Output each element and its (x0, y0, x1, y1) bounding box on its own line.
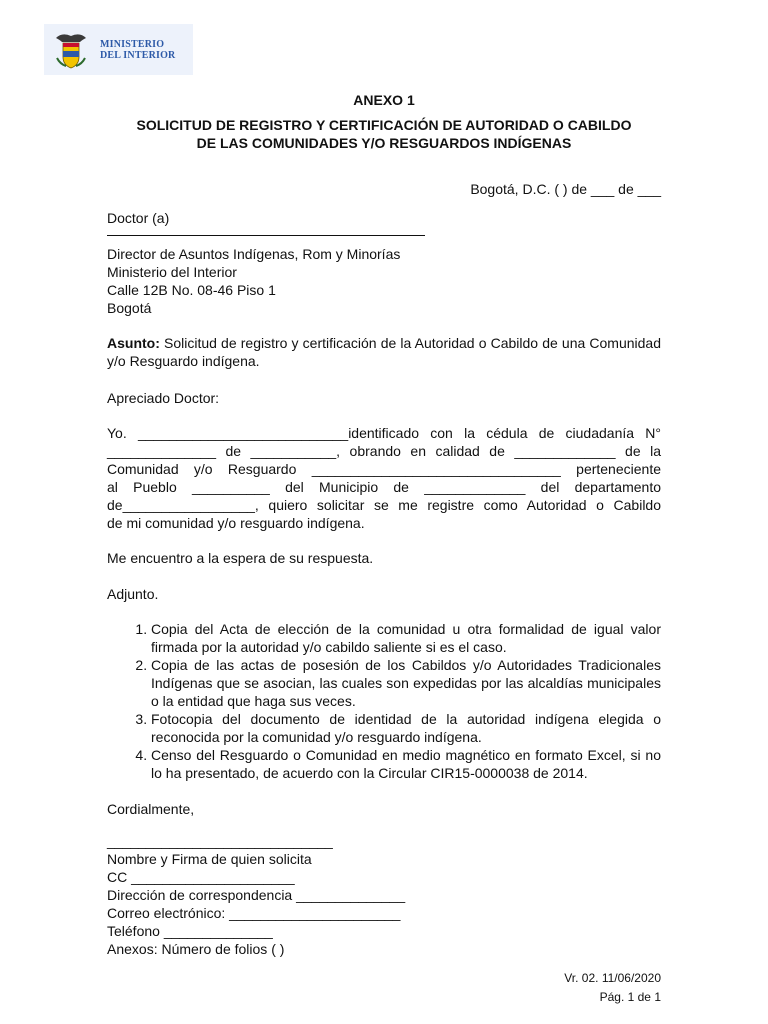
attached-label: Adjunto. (107, 586, 159, 602)
recipient-role: Director de Asuntos Indígenas, Rom y Minorías (107, 246, 401, 262)
annex-title: ANEXO 1 (353, 92, 415, 108)
recipient-name-line (107, 235, 425, 236)
email-field: Correo electrónico: ______________________ (107, 905, 401, 921)
body-line: de mi comunidad y/o resguardo indígena. (107, 515, 365, 531)
ministry-logo (44, 24, 193, 75)
attachment-item: 1. Copia del Acta de elección de la comunidad u otra formalidad de igual valor firmada por la autoridad y/o cabildo saliente si es el caso. (151, 620, 661, 656)
phone-field: Teléfono ______________ (107, 923, 273, 939)
signature-line: _____________________________ (107, 833, 333, 849)
attachment-item: 2. Copia de las actas de posesión de los Cabildos y/o Autoridades Tradicionales Indígenas que se asocian, las cuales son expedidas por las alcaldías municipales o la entidad que haga sus veces. (151, 656, 661, 710)
annexes-field: Anexos: Número de folios ( ) (107, 941, 285, 957)
signature-block (107, 832, 661, 958)
closing: Cordialmente, (107, 801, 195, 817)
document-title: SOLICITUD DE REGISTRO Y CERTIFICACIÓN DE AUTORIDAD O CABILDO DE LAS COMUNIDADES Y/O RESGUARDOS INDÍGENAS (136, 117, 632, 151)
recipient-city: Bogotá (107, 300, 152, 316)
recipient-entity: Ministerio del Interior (107, 264, 237, 280)
body-line: al Pueblo __________ del Municipio de _____________ del departamento (107, 479, 661, 495)
recipient-salutation: Doctor (a) (107, 210, 170, 226)
attachment-item: 4. Censo del Resguardo o Comunidad en medio magnético en formato Excel, si no lo ha presentado, de acuerdo con la Circular CIR15-0000038 de 2014. (151, 746, 661, 782)
body-line: ______________ de ___________, obrando en calidad de _____________ de la (107, 443, 661, 459)
attachment-item: 3. Fotocopia del documento de identidad de la autoridad indígena elegida o reconocida por la comunidad y/o resguardo indígena. (151, 710, 661, 746)
coat-of-arms-icon (52, 30, 90, 70)
subject-paragraph (107, 334, 661, 370)
request-paragraph (107, 424, 661, 532)
page-number: Pág. 1 de 1 (599, 990, 661, 1004)
recipient-address: Calle 12B No. 08-46 Piso 1 (107, 282, 276, 298)
cc-field: CC _____________________ (107, 869, 295, 885)
attachments-list (107, 620, 661, 782)
version-footer: Vr. 02. 11/06/2020 (564, 971, 661, 985)
body-line: de_________________, quiero solicitar se me registre como Autoridad o Cabildo (107, 497, 661, 513)
body-line: Comunidad y/o Resguardo ________________________________ perteneciente (107, 461, 661, 477)
address-field: Dirección de correspondencia ______________ (107, 887, 406, 903)
body-line: Yo. ___________________________identificado con la cédula de ciudadanía N° (107, 425, 661, 441)
waiting-text: Me encuentro a la espera de su respuesta. (107, 550, 374, 566)
subject-text: Solicitud de registro y certificación de la Autoridad o Cabildo de una Comunidad y/o Resguardo indígena. (107, 335, 661, 369)
recipient-block (107, 245, 661, 317)
subject-label: Asunto: (107, 335, 160, 351)
greeting: Apreciado Doctor: (107, 390, 220, 406)
signature-name-label: Nombre y Firma de quien solicita (107, 851, 312, 867)
ministry-name: MINISTERIO DEL INTERIOR (100, 38, 176, 61)
date-line: Bogotá, D.C. ( ) de ___ de ___ (470, 181, 661, 197)
